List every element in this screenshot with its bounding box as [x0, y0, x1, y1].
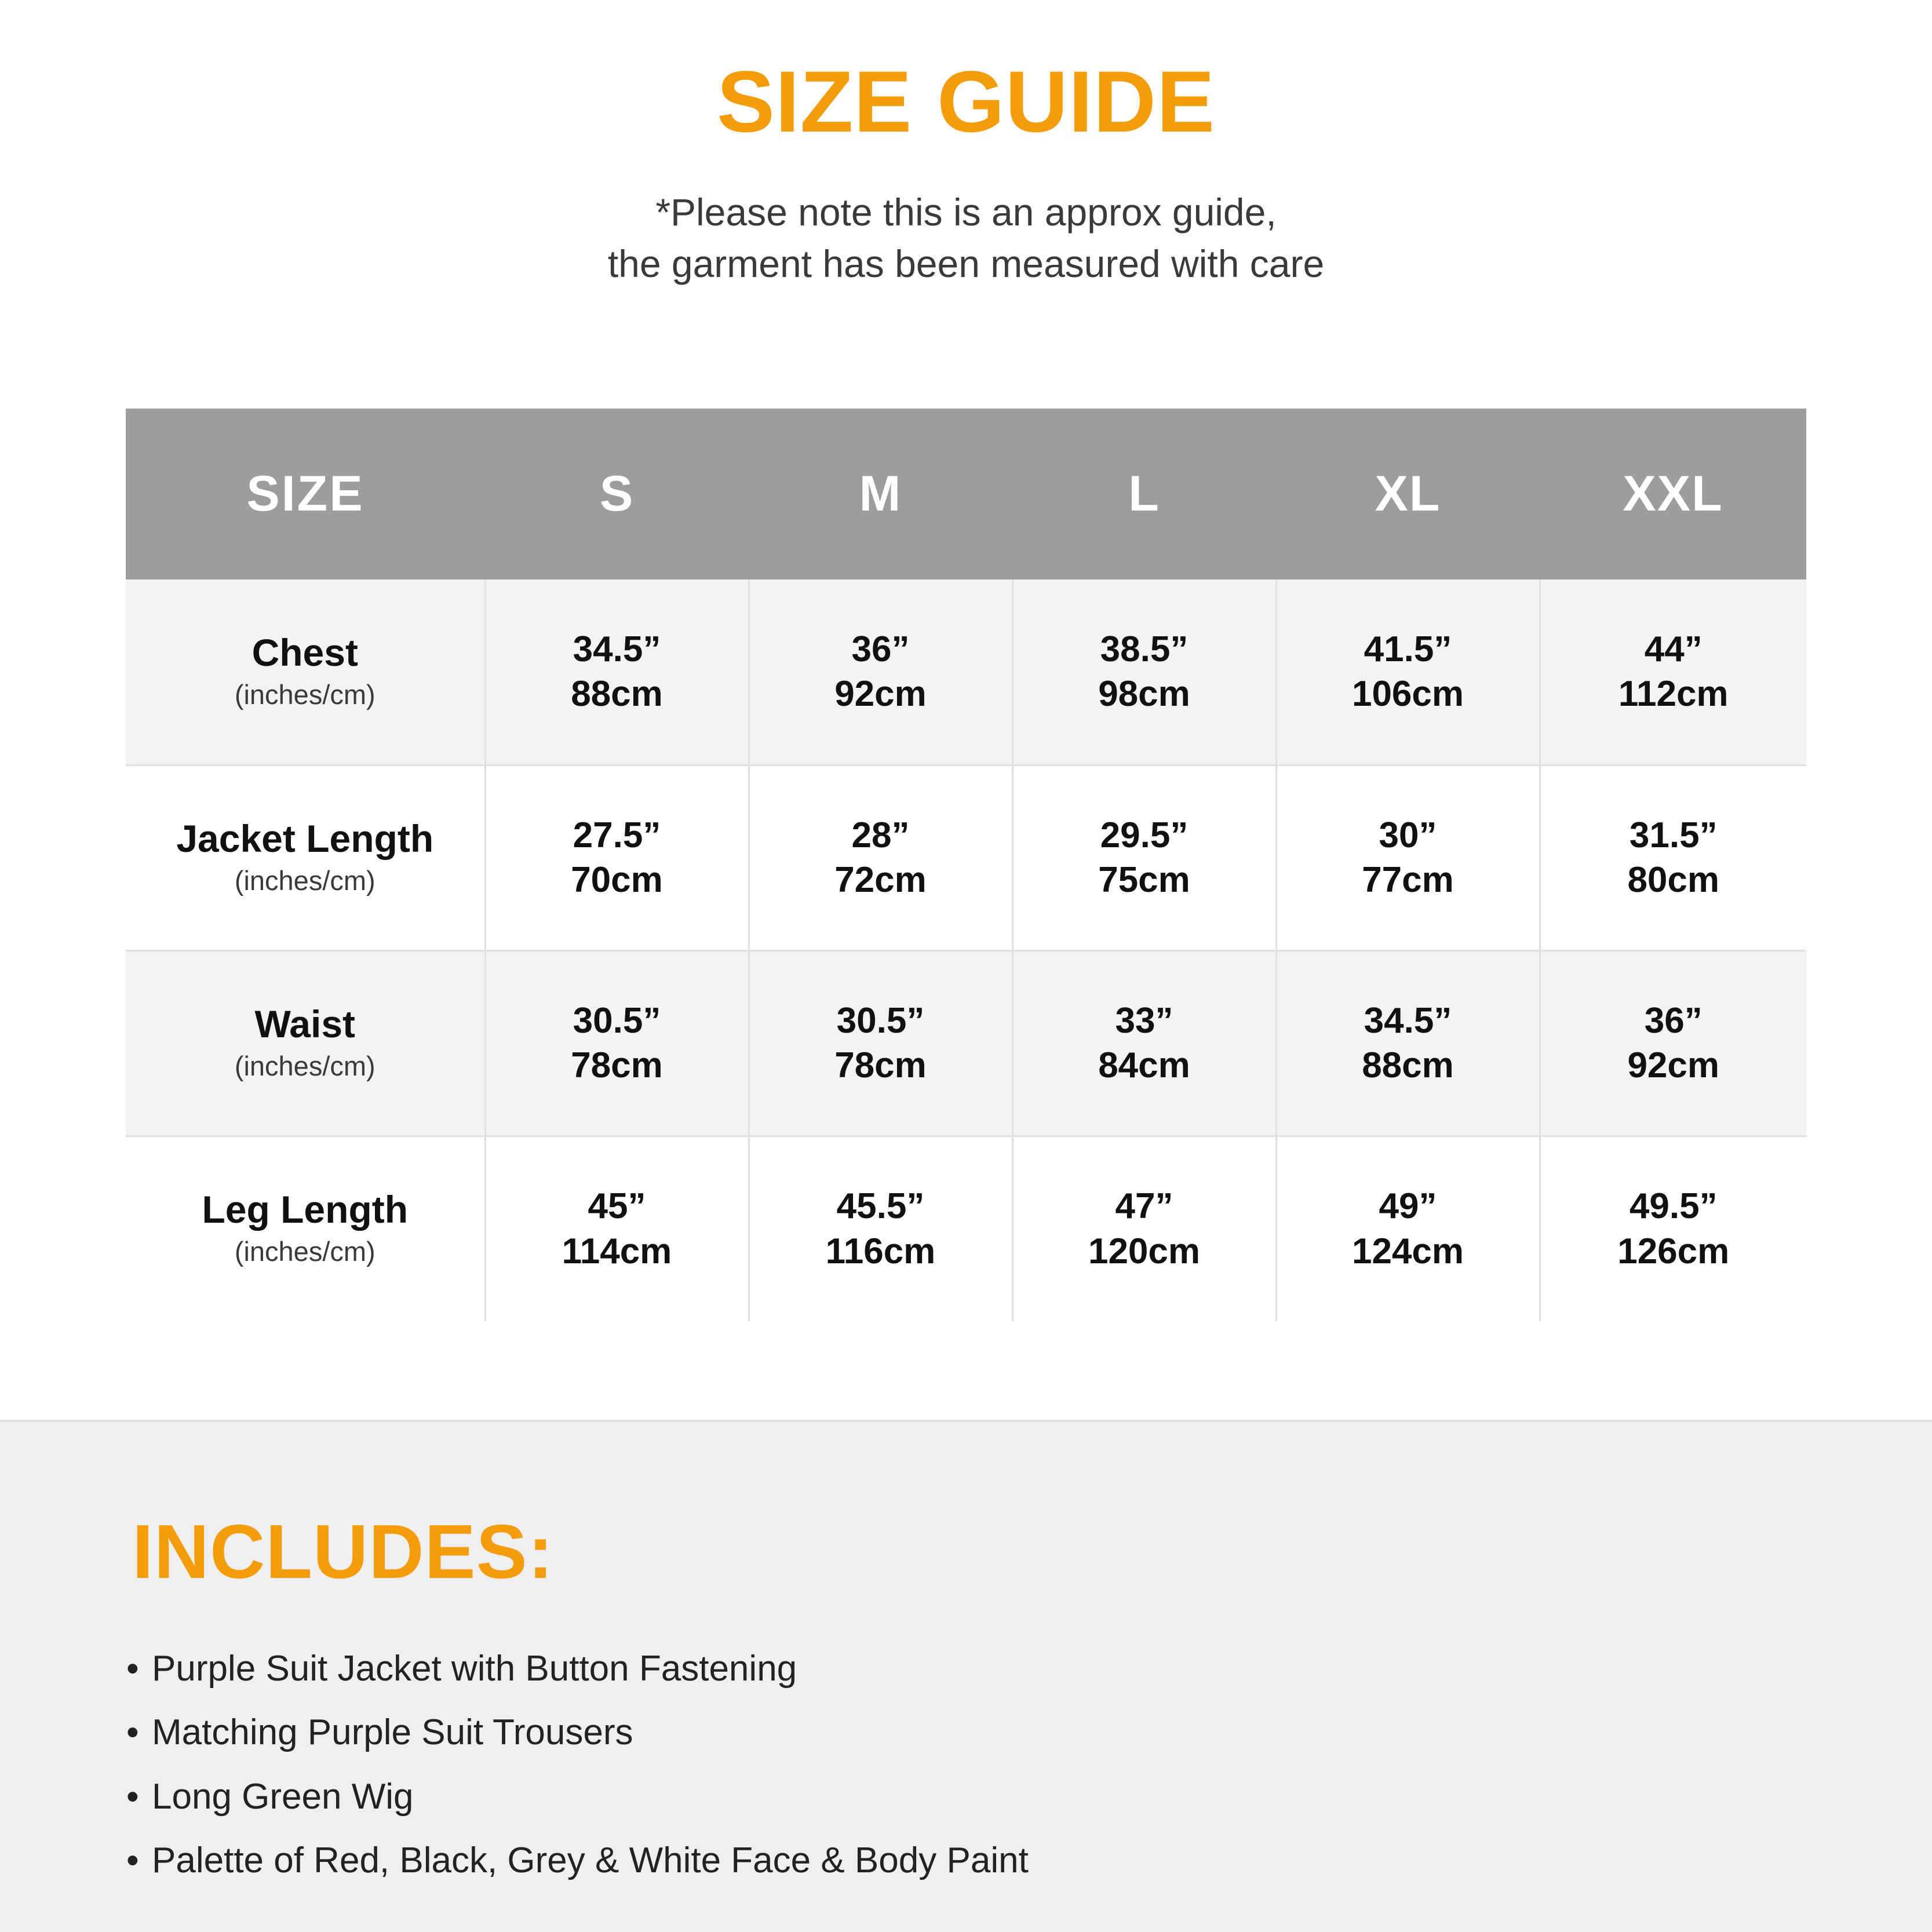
- list-item: [126, 1701, 1932, 1765]
- row-label-leg-length: [126, 1136, 485, 1321]
- column-header-xl: XL: [1276, 409, 1540, 579]
- cell-cm: 88cm: [571, 674, 663, 715]
- cell-waist-m: [749, 950, 1012, 1136]
- cell-inches: 36”: [1644, 1000, 1703, 1041]
- cell-cm: 84cm: [1098, 1045, 1190, 1086]
- column-header-size: SIZE: [126, 409, 485, 579]
- list-item-label: Palette of Red, Black, Grey & White Face & Body Paint: [152, 1840, 1029, 1881]
- cell-inches: 28”: [851, 815, 910, 855]
- cell-inches: 29.5”: [1100, 815, 1189, 855]
- size-table-container: [126, 409, 1806, 1321]
- size-table-head: [126, 409, 1806, 579]
- row-label-text: Waist: [254, 1002, 356, 1045]
- row-units-text: (inches/cm): [234, 1236, 376, 1267]
- cell-inches: 30”: [1379, 815, 1437, 855]
- cell-leg-length-s: [485, 1136, 749, 1321]
- size-table-body: [126, 579, 1806, 1321]
- cell-inches: 34.5”: [1364, 1000, 1452, 1041]
- cell-cm: 92cm: [834, 674, 927, 715]
- table-row: [126, 950, 1806, 1136]
- cell-inches: 45.5”: [836, 1186, 925, 1227]
- cell-cm: 72cm: [834, 860, 927, 901]
- page-title: SIZE GUIDE: [716, 53, 1216, 150]
- table-row: [126, 579, 1806, 765]
- cell-cm: 75cm: [1098, 860, 1190, 901]
- cell-waist-xxl: [1540, 950, 1806, 1136]
- cell-inches: 27.5”: [573, 815, 661, 855]
- table-row: [126, 1136, 1806, 1321]
- row-label-text: Jacket Length: [176, 816, 434, 860]
- cell-cm: 70cm: [571, 860, 663, 901]
- row-label-waist: [126, 950, 485, 1136]
- list-item: [126, 1765, 1932, 1829]
- table-header-row: [126, 409, 1806, 579]
- cell-jacket-length-s: [485, 765, 749, 950]
- cell-jacket-length-xxl: [1540, 765, 1806, 950]
- bullet-icon: •: [126, 1840, 139, 1881]
- cell-cm: 77cm: [1362, 860, 1454, 901]
- includes-list: [126, 1637, 1932, 1893]
- row-units-text: (inches/cm): [234, 865, 376, 896]
- cell-cm: 78cm: [834, 1045, 927, 1086]
- cell-inches: 49”: [1379, 1186, 1437, 1227]
- cell-inches: 49.5”: [1629, 1186, 1718, 1227]
- row-label-chest: [126, 579, 485, 765]
- includes-title: INCLUDES:: [132, 1509, 554, 1594]
- cell-cm: 112cm: [1618, 674, 1729, 715]
- cell-cm: 80cm: [1627, 860, 1720, 901]
- note-line-1: *Please note this is an approx guide,: [655, 191, 1277, 234]
- cell-chest-s: [485, 579, 749, 765]
- list-item-label: Long Green Wig: [152, 1776, 414, 1817]
- cell-cm: 116cm: [825, 1231, 936, 1271]
- row-label-text: Leg Length: [202, 1188, 409, 1231]
- cell-waist-s: [485, 950, 749, 1136]
- cell-waist-l: [1012, 950, 1276, 1136]
- list-item-label: Purple Suit Jacket with Button Fastening: [152, 1649, 797, 1689]
- includes-panel: [0, 1420, 1932, 1932]
- cell-leg-length-m: [749, 1136, 1012, 1321]
- note-line-2: the garment has been measured with care: [607, 242, 1325, 286]
- cell-cm: 126cm: [1617, 1231, 1730, 1271]
- cell-chest-m: [749, 579, 1012, 765]
- cell-cm: 120cm: [1088, 1231, 1201, 1271]
- cell-inches: 41.5”: [1364, 629, 1452, 669]
- list-item: [126, 1829, 1932, 1893]
- cell-chest-xxl: [1540, 579, 1806, 765]
- column-header-l: L: [1012, 409, 1276, 579]
- table-row: [126, 765, 1806, 950]
- cell-chest-xl: [1276, 579, 1540, 765]
- cell-cm: 92cm: [1627, 1045, 1720, 1086]
- bullet-icon: •: [126, 1776, 139, 1817]
- column-header-s: S: [485, 409, 749, 579]
- cell-leg-length-xxl: [1540, 1136, 1806, 1321]
- bullet-icon: •: [126, 1649, 139, 1689]
- row-units-text: (inches/cm): [234, 1050, 376, 1081]
- cell-waist-xl: [1276, 950, 1540, 1136]
- cell-cm: 78cm: [571, 1045, 663, 1086]
- cell-inches: 45”: [588, 1186, 646, 1227]
- cell-jacket-length-l: [1012, 765, 1276, 950]
- cell-cm: 88cm: [1362, 1045, 1454, 1086]
- cell-inches: 44”: [1644, 629, 1703, 669]
- cell-jacket-length-xl: [1276, 765, 1540, 950]
- cell-inches: 34.5”: [573, 629, 661, 669]
- cell-leg-length-l: [1012, 1136, 1276, 1321]
- column-header-xxl: XXL: [1540, 409, 1806, 579]
- size-table: [126, 409, 1806, 1321]
- cell-chest-l: [1012, 579, 1276, 765]
- row-units-text: (inches/cm): [234, 679, 376, 710]
- cell-inches: 36”: [851, 629, 910, 669]
- cell-inches: 47”: [1115, 1186, 1173, 1227]
- cell-cm: 124cm: [1351, 1231, 1464, 1271]
- cell-cm: 98cm: [1098, 674, 1190, 715]
- cell-leg-length-xl: [1276, 1136, 1540, 1321]
- cell-inches: 30.5”: [573, 1000, 661, 1041]
- cell-cm: 114cm: [562, 1231, 672, 1271]
- column-header-m: M: [749, 409, 1012, 579]
- bullet-icon: •: [126, 1712, 139, 1753]
- cell-jacket-length-m: [749, 765, 1012, 950]
- list-item: [126, 1637, 1932, 1701]
- cell-cm: 106cm: [1351, 674, 1464, 715]
- approx-guide-note: [0, 187, 1932, 290]
- cell-inches: 31.5”: [1629, 815, 1718, 855]
- cell-inches: 38.5”: [1100, 629, 1189, 669]
- list-item-label: Matching Purple Suit Trousers: [152, 1712, 633, 1753]
- cell-inches: 33”: [1115, 1000, 1173, 1041]
- row-label-text: Chest: [251, 630, 358, 674]
- row-label-jacket-length: [126, 765, 485, 950]
- cell-inches: 30.5”: [836, 1000, 925, 1041]
